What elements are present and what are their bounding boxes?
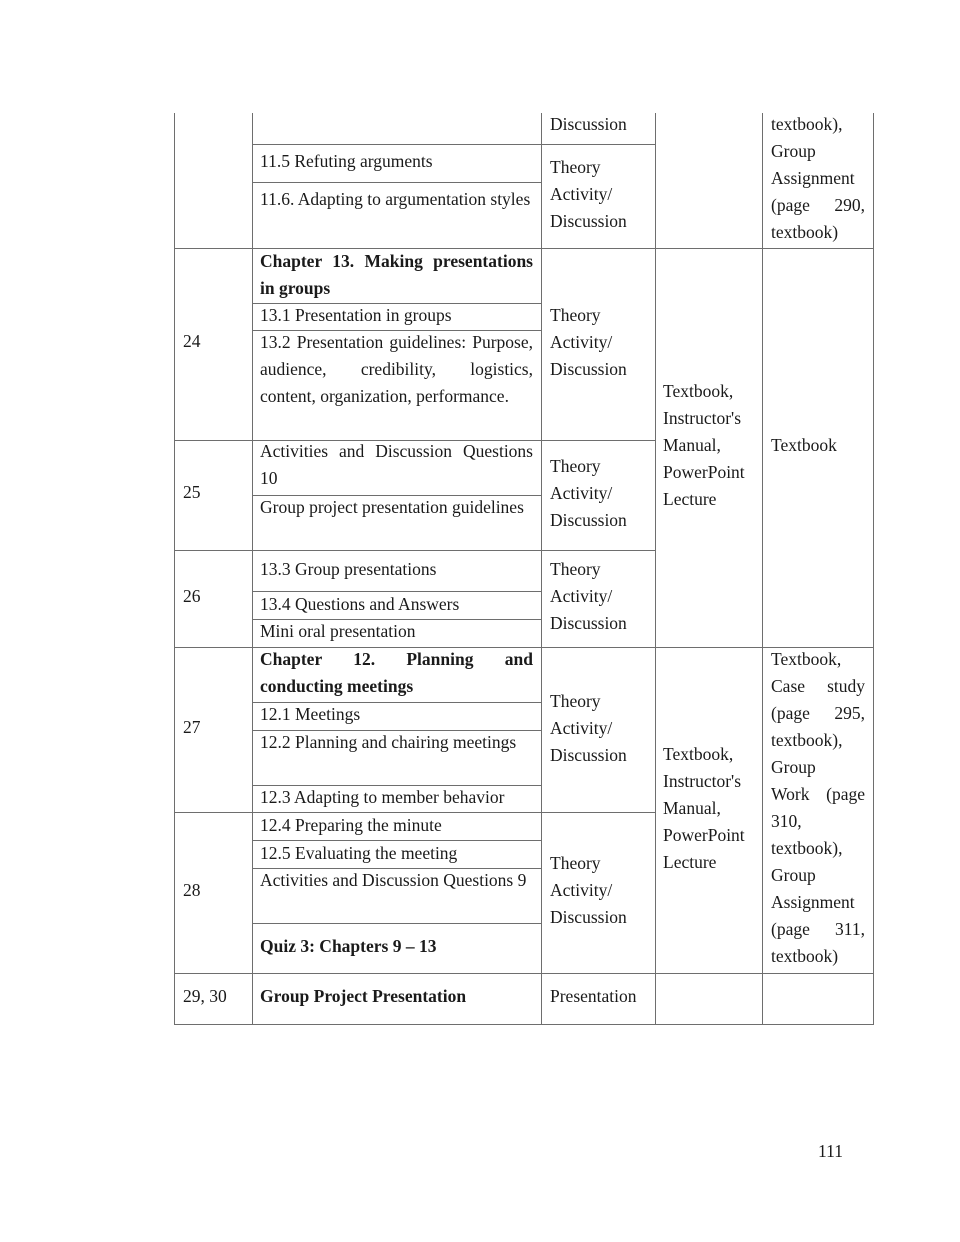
topic-cell: 11.5 Refuting arguments [260, 151, 433, 171]
resource-line: Textbook, [663, 744, 734, 764]
topic-cell: Mini oral presentation [260, 621, 416, 641]
assessment-line: Group [771, 757, 816, 777]
row-divider [174, 973, 874, 974]
assessment-line: textbook), [771, 838, 843, 858]
assessment-cell: Textbook [771, 435, 837, 455]
chapter-heading: Chapter 12. Planning and conducting meetings [260, 649, 533, 696]
week-number: 29, 30 [183, 986, 227, 1006]
method-line: Theory [550, 559, 601, 579]
method-line: Activity/ [550, 483, 613, 503]
method-cell: Presentation [550, 986, 637, 1006]
resource-line: Instructor's [663, 771, 741, 791]
method-line: Activity/ [550, 718, 613, 738]
method-line: Theory [550, 157, 601, 177]
resources-cell [663, 378, 745, 513]
method-line: Activity/ [550, 880, 613, 900]
assessment-line: (page 311, [771, 919, 865, 939]
page-number: 111 [818, 1141, 843, 1161]
method-line: Discussion [550, 745, 627, 765]
method-cell [550, 850, 627, 931]
method-line: Discussion [550, 907, 627, 927]
method-cell [550, 556, 627, 637]
resource-line: PowerPoint [663, 825, 745, 845]
row-divider [252, 144, 655, 145]
topic-cell: 13.4 Questions and Answers [260, 594, 460, 614]
column-divider [655, 113, 656, 1025]
method-line: Theory [550, 456, 601, 476]
assessment-line: Work (page [771, 784, 865, 804]
method-line: Discussion [550, 359, 627, 379]
resource-line: Textbook, [663, 381, 734, 401]
week-number: 24 [183, 331, 201, 351]
assessment-line: Case study [771, 676, 865, 696]
topic-cell: 12.3 Adapting to member behavior [260, 787, 505, 807]
assessment-line: (page 295, [771, 703, 865, 723]
assessment-line: 310, [771, 811, 802, 831]
week-number: 25 [183, 482, 201, 502]
resource-line: Lecture [663, 852, 717, 872]
week-number: 27 [183, 717, 201, 737]
resource-line: Instructor's [663, 408, 741, 428]
assessment-line: Assignment [771, 892, 855, 912]
topic-cell: 12.4 Preparing the minute [260, 815, 442, 835]
method-line: Theory [550, 305, 601, 325]
row-divider [252, 182, 541, 183]
topic-cell: 13.2 Presentation guidelines: Purpose, audience, credibility, logistics, content, organization, performance. [260, 332, 533, 406]
assessment-line: textbook) [771, 222, 839, 242]
topic-cell: Activities and Discussion Questions 9 [260, 870, 527, 890]
assessment-cell [771, 111, 865, 246]
resource-line: Lecture [663, 489, 717, 509]
table-border-left [174, 113, 175, 1025]
column-divider [762, 113, 763, 1025]
method-line: Discussion [550, 211, 627, 231]
method-line: Activity/ [550, 184, 613, 204]
column-divider [252, 113, 253, 1025]
topic-cell: 12.5 Evaluating the meeting [260, 843, 458, 863]
row-divider [252, 923, 541, 924]
method-cell [550, 453, 627, 534]
assessment-line: textbook), [771, 730, 843, 750]
method-cell: Discussion [550, 114, 627, 134]
topic-cell: 12.1 Meetings [260, 704, 361, 724]
table-border-right [873, 113, 874, 1025]
row-divider [174, 550, 655, 551]
assessment-line: textbook) [771, 946, 839, 966]
assessment-line: Assignment [771, 168, 855, 188]
week-number: 28 [183, 880, 201, 900]
resource-line: Manual, [663, 798, 721, 818]
chapter-heading: Chapter 13. Making presentations in groups [260, 251, 533, 298]
resource-line: PowerPoint [663, 462, 745, 482]
topic-cell: 11.6. Adapting to argumentation styles [260, 189, 531, 209]
topic-cell: 13.3 Group presentations [260, 559, 437, 579]
method-line: Theory [550, 691, 601, 711]
assessment-cell [771, 646, 865, 970]
week-number: 26 [183, 586, 201, 606]
table-border-bottom [174, 1024, 874, 1025]
quiz-heading: Quiz 3: Chapters 9 – 13 [260, 936, 437, 956]
topic-cell: Activities and Discussion Questions 10 [260, 441, 533, 488]
method-cell [550, 688, 627, 769]
assessment-line: textbook), [771, 114, 843, 134]
method-line: Theory [550, 853, 601, 873]
assessment-line: (page 290, [771, 195, 865, 215]
method-line: Activity/ [550, 586, 613, 606]
column-divider [541, 113, 542, 1025]
assessment-line: Group [771, 865, 816, 885]
assessment-line: Group [771, 141, 816, 161]
assessment-line: Textbook, [771, 649, 842, 669]
method-cell [550, 302, 627, 383]
resources-cell [663, 741, 745, 876]
method-line: Discussion [550, 613, 627, 633]
method-line: Activity/ [550, 332, 613, 352]
resource-line: Manual, [663, 435, 721, 455]
topic-cell: 12.2 Planning and chairing meetings [260, 732, 517, 752]
method-cell [550, 154, 627, 235]
method-line: Discussion [550, 510, 627, 530]
topic-cell: 13.1 Presentation in groups [260, 305, 452, 325]
topic-cell: Group project presentation guidelines [260, 497, 524, 517]
topic-cell: Group Project Presentation [260, 986, 467, 1006]
